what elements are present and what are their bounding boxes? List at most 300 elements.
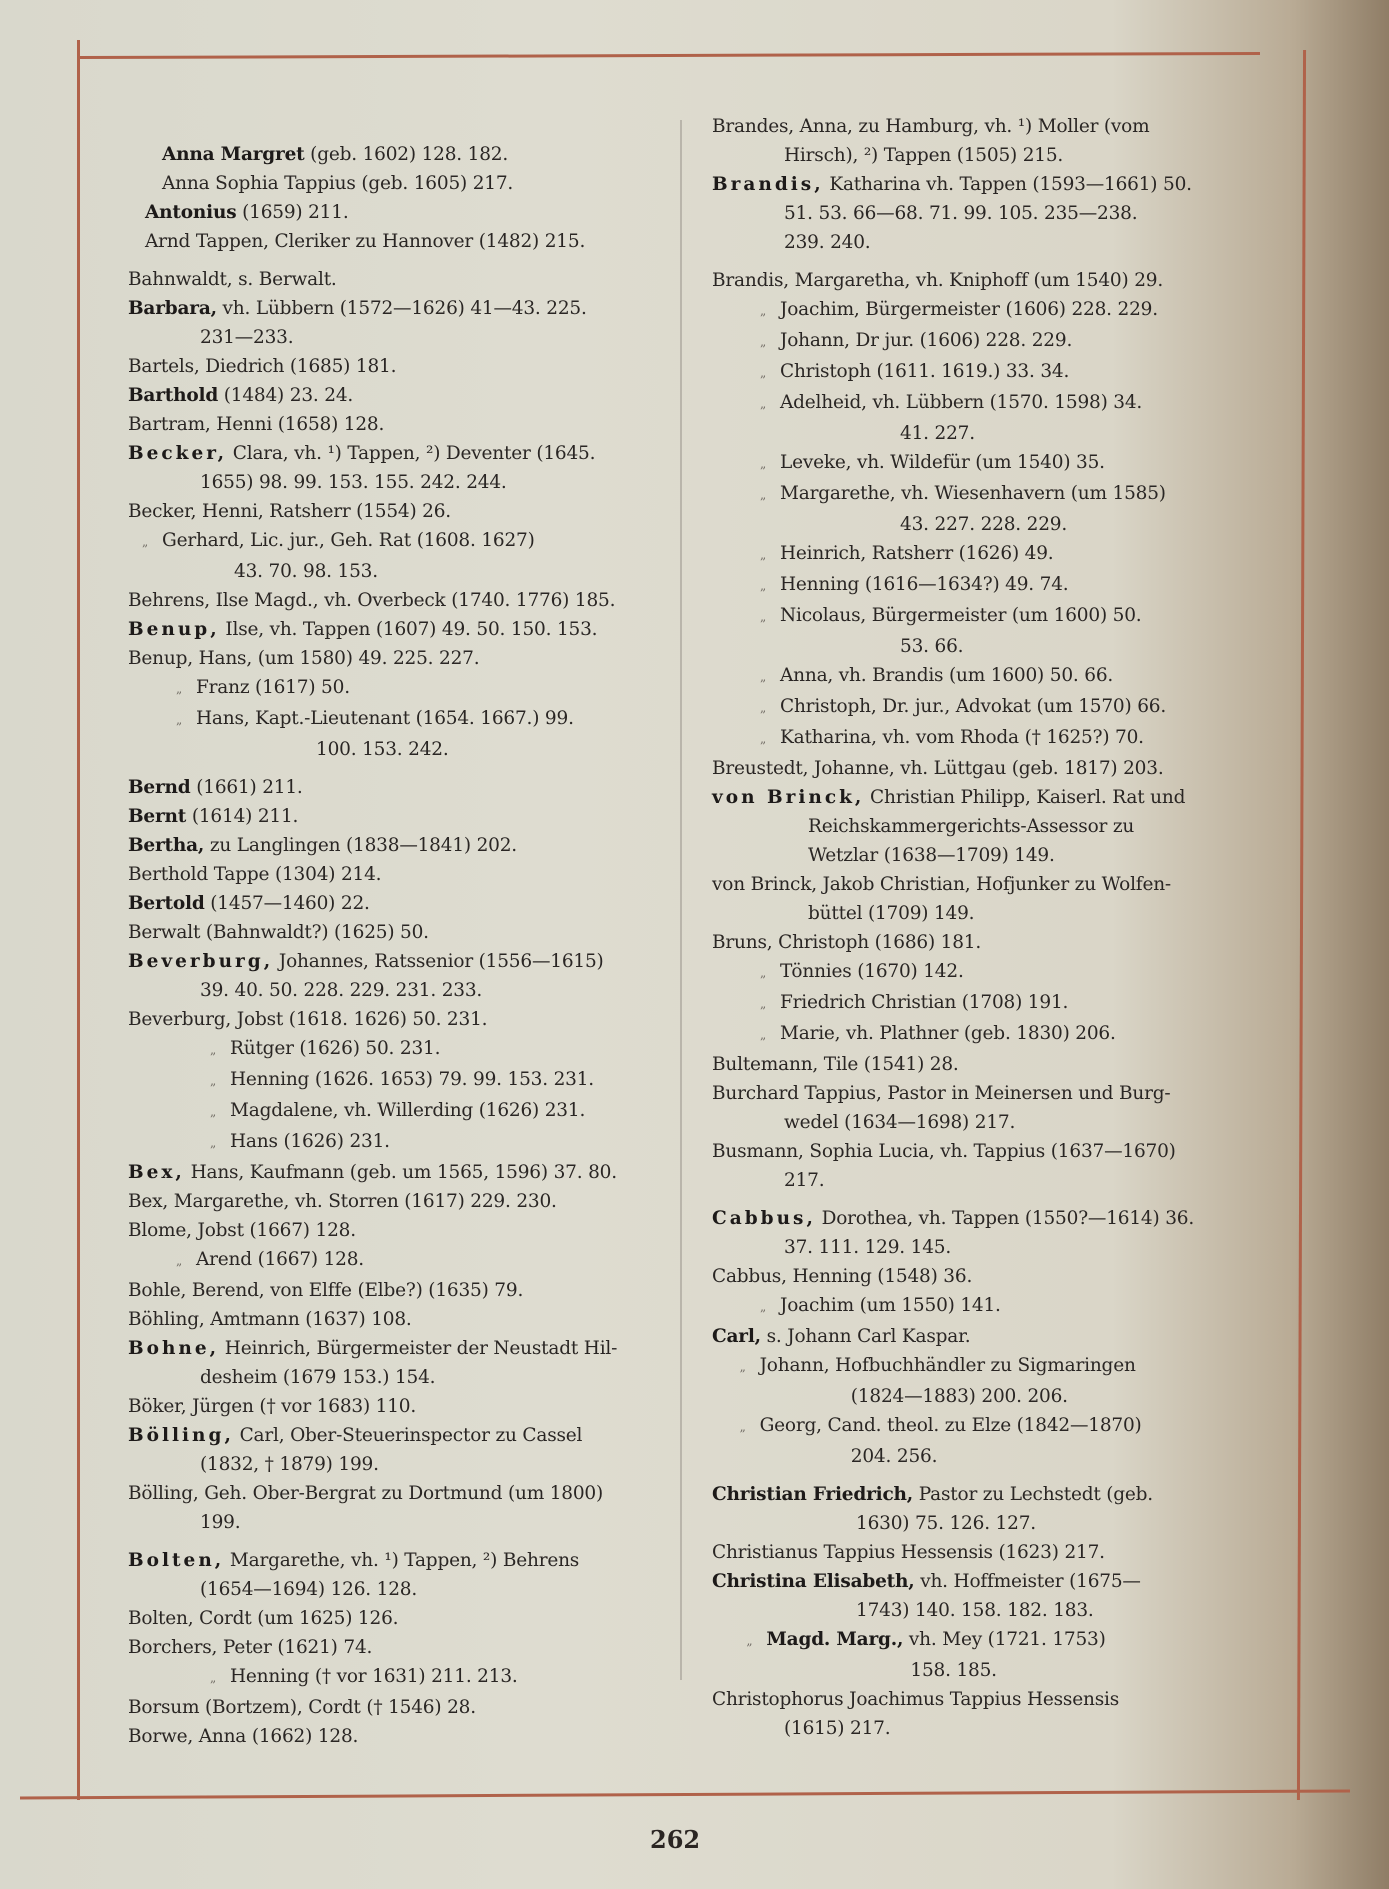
entry-first-line xyxy=(128,1722,648,1751)
index-entry xyxy=(712,692,1242,723)
ditto-mark: „ xyxy=(209,1671,217,1685)
border-left-rule xyxy=(77,40,80,1800)
entry-headword: Bertold xyxy=(128,893,205,914)
entry-text: (geb. 1602) 128. 182. xyxy=(304,144,509,165)
entry-text: von Brinck, Jakob Christian, Hofjunker zu Wolfen- xyxy=(712,874,1171,895)
entry-first-line xyxy=(712,570,1242,601)
entry-first-line xyxy=(128,1693,648,1722)
entry-first-line xyxy=(128,1005,648,1034)
entry-continuation-line: (1615) 217. xyxy=(784,1718,891,1739)
entry-text: Friedrich Christian (1708) 191. xyxy=(780,992,1069,1013)
entry-continuation-line: (1654—1694) 126. 128. xyxy=(200,1579,418,1600)
index-entry xyxy=(128,410,648,439)
entry-first-line xyxy=(128,1216,648,1245)
entry-first-line xyxy=(712,1019,1242,1050)
entry-headword: Becker, xyxy=(128,443,228,464)
index-entry xyxy=(128,265,648,294)
entry-first-line xyxy=(712,326,1242,357)
ditto-mark: „ xyxy=(759,548,767,562)
index-entry xyxy=(712,1079,1242,1137)
entry-text: Hans, Kapt.-Lieutenant (1654. 1667.) 99. xyxy=(196,708,574,729)
entry-text: vh. Mey (1721. 1753) xyxy=(903,1629,1106,1650)
entry-first-line xyxy=(712,1538,1242,1567)
entry-continuation-line: 41. 227. xyxy=(900,423,975,444)
entry-continuation-line: 53. 66. xyxy=(900,636,964,657)
entry-text: vh. Hoffmeister (1675— xyxy=(914,1571,1141,1592)
index-entry xyxy=(128,831,648,860)
entry-first-line xyxy=(128,1127,648,1158)
entry-first-line xyxy=(712,112,1242,141)
index-column-left xyxy=(128,140,648,1751)
entry-first-line xyxy=(128,1633,648,1662)
border-bottom-rule xyxy=(20,1790,1350,1800)
entry-text: Cabbus, Henning (1548) 36. xyxy=(712,1266,973,1287)
index-entry xyxy=(712,1204,1242,1262)
entry-first-line xyxy=(712,539,1242,570)
entry-headword: Bolten, xyxy=(128,1550,225,1571)
entry-first-line xyxy=(128,1305,648,1334)
entry-first-line xyxy=(712,479,1242,510)
index-entry xyxy=(128,918,648,947)
entry-text: Böhling, Amtmann (1637) 108. xyxy=(128,1309,412,1330)
index-entry xyxy=(712,1625,1242,1685)
entry-text: Heinrich, Bürgermeister der Neustadt Hil- xyxy=(219,1338,618,1359)
entry-continuation-line: 39. 40. 50. 228. 229. 231. 233. xyxy=(200,980,483,1001)
entry-text: (1659) 211. xyxy=(236,202,349,223)
entry-text: (1661) 211. xyxy=(190,777,303,798)
ditto-mark: „ xyxy=(209,1043,217,1057)
entry-text: Borwe, Anna (1662) 128. xyxy=(128,1726,359,1747)
ditto-mark: „ xyxy=(759,1300,767,1314)
entry-text: Christian Philipp, Kaiserl. Rat und xyxy=(864,787,1186,808)
index-entry xyxy=(712,1050,1242,1079)
index-entry xyxy=(712,957,1242,988)
entry-text: Pastor zu Lechstedt (geb. xyxy=(913,1484,1153,1505)
entry-text: Dorothea, vh. Tappen (1550?—1614) 36. xyxy=(815,1208,1195,1229)
entry-first-line xyxy=(712,1322,1242,1351)
ditto-mark: „ xyxy=(759,457,767,471)
entry-continuation-line: 43. 70. 98. 153. xyxy=(234,561,378,582)
entry-first-line xyxy=(128,1334,648,1363)
entry-text: Joachim (um 1550) 141. xyxy=(780,1295,1001,1316)
ditto-mark: „ xyxy=(759,670,767,684)
entry-text: Brandis, Margaretha, vh. Kniphoff (um 1540) 29. xyxy=(712,270,1164,291)
entry-text: Arnd Tappen, Cleriker zu Hannover (1482) 215. xyxy=(145,231,586,252)
index-entry xyxy=(128,1633,648,1662)
entry-continuation-line: 43. 227. 228. 229. xyxy=(900,514,1068,535)
entry-first-line xyxy=(712,1050,1242,1079)
index-entry xyxy=(128,198,648,227)
ditto-mark: „ xyxy=(759,701,767,715)
entry-headword: Beverburg, xyxy=(128,951,274,972)
ditto-mark: „ xyxy=(739,1420,746,1434)
index-entry xyxy=(128,1034,648,1065)
entry-text: Magdalene, vh. Willerding (1626) 231. xyxy=(230,1100,586,1121)
entry-first-line xyxy=(128,497,648,526)
index-entry xyxy=(712,539,1242,570)
entry-text: Rütger (1626) 50. 231. xyxy=(230,1038,441,1059)
entry-continuation-line: 217. xyxy=(784,1170,825,1191)
entry-first-line xyxy=(128,526,648,557)
entry-text: Berthold Tappe (1304) 214. xyxy=(128,864,382,885)
entry-first-line xyxy=(128,860,648,889)
entry-first-line xyxy=(128,410,648,439)
entry-headword: Carl, xyxy=(712,1326,761,1347)
entry-continuation-line: 100. 153. 242. xyxy=(316,739,449,760)
index-entry xyxy=(128,1187,648,1216)
entry-text: Clara, vh. ¹) Tappen, ²) Deventer (1645. xyxy=(227,443,596,464)
entry-headword: Magd. Marg., xyxy=(766,1629,904,1650)
entry-first-line xyxy=(712,692,1242,723)
entry-text: Borchers, Peter (1621) 74. xyxy=(128,1637,373,1658)
entry-first-line xyxy=(128,615,648,644)
entry-first-line xyxy=(712,266,1242,295)
entry-continuation-line: 1630) 75. 126. 127. xyxy=(856,1513,1036,1534)
entry-first-line xyxy=(128,889,648,918)
index-column-right xyxy=(712,112,1242,1743)
entry-headword: Bertha, xyxy=(128,835,205,856)
index-entry xyxy=(128,497,648,526)
index-entry xyxy=(128,526,648,586)
entry-text: Christophorus Joachimus Tappius Hessensis xyxy=(712,1689,1119,1710)
entry-first-line xyxy=(128,265,648,294)
entry-text: Bolten, Cordt (um 1625) 126. xyxy=(128,1608,399,1629)
entry-text: Tönnies (1670) 142. xyxy=(780,961,964,982)
entry-text: (1484) 23. 24. xyxy=(218,385,354,406)
entry-text: Arend (1667) 128. xyxy=(196,1249,364,1270)
entry-continuation-line: 158. 185. xyxy=(910,1660,997,1681)
index-entry xyxy=(712,1019,1242,1050)
ditto-mark: „ xyxy=(759,366,767,380)
index-entry xyxy=(712,928,1242,957)
index-entry xyxy=(712,1322,1242,1351)
index-entry xyxy=(712,1351,1242,1411)
index-entry xyxy=(712,448,1242,479)
entry-text: Adelheid, vh. Lübbern (1570. 1598) 34. xyxy=(780,392,1143,413)
column-divider xyxy=(680,120,682,1680)
entry-text: Georg, Cand. theol. zu Elze (1842—1870) xyxy=(759,1415,1142,1436)
entry-continuation-line: wedel (1634—1698) 217. xyxy=(784,1112,1016,1133)
index-entry xyxy=(712,112,1242,170)
entry-headword: Anna Margret xyxy=(162,144,305,165)
entry-text: (1457—1460) 22. xyxy=(204,893,370,914)
index-entry xyxy=(128,773,648,802)
entry-text: Bartram, Henni (1658) 128. xyxy=(128,414,385,435)
entry-headword: Bex, xyxy=(128,1162,185,1183)
entry-first-line xyxy=(712,1411,1242,1442)
index-entry xyxy=(128,1479,648,1537)
entry-first-line xyxy=(128,1276,648,1305)
ditto-mark: „ xyxy=(759,335,767,349)
entry-text: Bartels, Diedrich (1685) 181. xyxy=(128,356,397,377)
entry-headword: Bernd xyxy=(128,777,191,798)
entry-headword: von Brinck, xyxy=(712,787,865,808)
entry-continuation-line: 231—233. xyxy=(200,327,294,348)
index-entry xyxy=(712,601,1242,661)
entry-first-line xyxy=(128,802,648,831)
entry-text: Henning (1616—1634?) 49. 74. xyxy=(780,574,1069,595)
index-entry xyxy=(712,1685,1242,1743)
index-entry xyxy=(128,1334,648,1392)
entry-first-line xyxy=(128,947,648,976)
entry-text: vh. Lübbern (1572—1626) 41—43. 225. xyxy=(216,298,587,319)
index-entry xyxy=(712,357,1242,388)
entry-text: Hans (1626) 231. xyxy=(230,1131,390,1152)
index-entry xyxy=(128,1546,648,1604)
index-entry xyxy=(712,326,1242,357)
entry-first-line xyxy=(128,1187,648,1216)
entry-first-line xyxy=(712,1137,1242,1166)
index-entry xyxy=(128,1421,648,1479)
entry-continuation-line: 1655) 98. 99. 153. 155. 242. 244. xyxy=(200,472,507,493)
entry-first-line xyxy=(128,352,648,381)
index-entry xyxy=(712,988,1242,1019)
entry-text: Margarethe, vh. Wiesenhavern (um 1585) xyxy=(780,483,1166,504)
entry-first-line xyxy=(128,586,648,615)
entry-text: Margarethe, vh. ¹) Tappen, ²) Behrens xyxy=(224,1550,580,1571)
entry-first-line xyxy=(128,1662,648,1693)
entry-first-line xyxy=(128,1421,648,1450)
entry-text: (1614) 211. xyxy=(186,806,299,827)
entry-continuation-line: Hirsch), ²) Tappen (1505) 215. xyxy=(784,145,1064,166)
entry-text: Franz (1617) 50. xyxy=(196,677,350,698)
entry-text: Borsum (Bortzem), Cordt († 1546) 28. xyxy=(128,1697,476,1718)
entry-text: Anna, vh. Brandis (um 1600) 50. 66. xyxy=(780,665,1114,686)
entry-first-line xyxy=(128,140,648,169)
entry-text: Christoph, Dr. jur., Advokat (um 1570) 66. xyxy=(780,696,1167,717)
index-entry xyxy=(712,1538,1242,1567)
entry-text: Bruns, Christoph (1686) 181. xyxy=(712,932,982,953)
entry-continuation-line: (1832, † 1879) 199. xyxy=(200,1454,379,1475)
entry-first-line xyxy=(128,1546,648,1575)
entry-continuation-line: 37. 111. 129. 145. xyxy=(784,1237,952,1258)
ditto-mark: „ xyxy=(209,1105,217,1119)
entry-continuation-line: (1824—1883) 200. 206. xyxy=(850,1386,1068,1407)
entry-first-line xyxy=(712,754,1242,783)
index-entry xyxy=(712,295,1242,326)
border-top-rule xyxy=(80,52,1260,59)
index-entry xyxy=(128,439,648,497)
entry-first-line xyxy=(712,1480,1242,1509)
entry-text: Bex, Margarethe, vh. Storren (1617) 229. 230. xyxy=(128,1191,557,1212)
index-entry xyxy=(128,1005,648,1034)
entry-first-line xyxy=(128,704,648,735)
index-entry xyxy=(128,802,648,831)
index-entry xyxy=(128,381,648,410)
index-entry xyxy=(128,1305,648,1334)
entry-first-line xyxy=(128,1065,648,1096)
entry-text: Burchard Tappius, Pastor in Meinersen und Burg- xyxy=(712,1083,1171,1104)
entry-first-line xyxy=(128,227,648,256)
entry-text: Christoph (1611. 1619.) 33. 34. xyxy=(780,361,1070,382)
entry-first-line xyxy=(128,673,648,704)
entry-first-line xyxy=(128,294,648,323)
entry-text: Blome, Jobst (1667) 128. xyxy=(128,1220,356,1241)
ditto-mark: „ xyxy=(175,1254,183,1268)
index-entry xyxy=(128,169,648,198)
entry-first-line xyxy=(712,957,1242,988)
index-entry xyxy=(712,661,1242,692)
index-entry xyxy=(128,1276,648,1305)
entry-text: Benup, Hans, (um 1580) 49. 225. 227. xyxy=(128,648,480,669)
ditto-mark: „ xyxy=(759,732,767,746)
page-number: 262 xyxy=(650,1825,701,1854)
index-entry xyxy=(128,860,648,889)
entry-first-line xyxy=(128,1392,648,1421)
entry-headword: Antonius xyxy=(145,202,237,223)
index-entry xyxy=(128,1604,648,1633)
ditto-mark: „ xyxy=(759,304,767,318)
entry-continuation-line: 199. xyxy=(200,1512,241,1533)
entry-text: Katharina, vh. vom Rhoda († 1625?) 70. xyxy=(780,727,1144,748)
entry-text: zu Langlingen (1838—1841) 202. xyxy=(204,835,517,856)
entry-headword: Brandis, xyxy=(712,174,824,195)
entry-first-line xyxy=(712,1079,1242,1108)
index-entry xyxy=(128,140,648,169)
entry-first-line xyxy=(712,723,1242,754)
index-entry xyxy=(128,1216,648,1245)
index-entry xyxy=(712,1291,1242,1322)
entry-first-line xyxy=(712,601,1242,632)
entry-text: Brandes, Anna, zu Hamburg, vh. ¹) Moller (vom xyxy=(712,116,1150,137)
index-entry xyxy=(712,1137,1242,1195)
entry-first-line xyxy=(712,388,1242,419)
index-entry xyxy=(128,1662,648,1693)
entry-first-line xyxy=(712,1625,1242,1656)
entry-continuation-line: 239. 240. xyxy=(784,232,871,253)
entry-text: Heinrich, Ratsherr (1626) 49. xyxy=(780,543,1054,564)
entry-text: Leveke, vh. Wildefür (um 1540) 35. xyxy=(780,452,1105,473)
ditto-mark: „ xyxy=(759,1028,767,1042)
entry-text: Breustedt, Johanne, vh. Lüttgau (geb. 1817) 203. xyxy=(712,758,1164,779)
ditto-mark: „ xyxy=(759,488,767,502)
entry-text: Henning († vor 1631) 211. 213. xyxy=(230,1666,518,1687)
entry-headword: Cabbus, xyxy=(712,1208,816,1229)
entry-first-line xyxy=(712,988,1242,1019)
entry-text: Ilse, vh. Tappen (1607) 49. 50. 150. 153. xyxy=(219,619,598,640)
entry-first-line xyxy=(128,1034,648,1065)
index-entry xyxy=(712,479,1242,539)
entry-continuation-line: desheim (1679 153.) 154. xyxy=(200,1367,436,1388)
entry-text: Joachim, Bürgermeister (1606) 228. 229. xyxy=(780,299,1158,320)
entry-text: Carl, Ober-Steuerinspector zu Cassel xyxy=(233,1425,583,1446)
entry-text: Johann, Hofbuchhändler zu Sigmaringen xyxy=(759,1355,1136,1376)
index-entry xyxy=(128,947,648,1005)
entry-first-line xyxy=(128,381,648,410)
index-entry xyxy=(712,1262,1242,1291)
index-entry xyxy=(128,294,648,352)
entry-text: s. Johann Carl Kaspar. xyxy=(760,1326,971,1347)
entry-text: Bohle, Berend, von Elffe (Elbe?) (1635) 79. xyxy=(128,1280,524,1301)
index-entry xyxy=(128,704,648,764)
entry-first-line xyxy=(712,1351,1242,1382)
entry-first-line xyxy=(128,169,648,198)
entry-text: Nicolaus, Bürgermeister (um 1600) 50. xyxy=(780,605,1142,626)
index-entry xyxy=(712,754,1242,783)
entry-text: Hans, Kaufmann (geb. um 1565, 1596) 37. 80. xyxy=(184,1162,617,1183)
ditto-mark: „ xyxy=(759,610,767,624)
entry-text: Gerhard, Lic. jur., Geh. Rat (1608. 1627) xyxy=(162,530,535,551)
entry-continuation-line: 51. 53. 66—68. 71. 99. 105. 235—238. xyxy=(784,203,1138,224)
ditto-mark: „ xyxy=(141,535,149,549)
entry-text: Berwalt (Bahnwaldt?) (1625) 50. xyxy=(128,922,429,943)
entry-text: Bultemann, Tile (1541) 28. xyxy=(712,1054,959,1075)
entry-first-line xyxy=(128,831,648,860)
ditto-mark: „ xyxy=(759,997,767,1011)
index-entry xyxy=(712,266,1242,295)
entry-headword: Bohne, xyxy=(128,1338,220,1359)
entry-first-line xyxy=(712,928,1242,957)
index-entry xyxy=(128,227,648,256)
index-entry xyxy=(712,783,1242,870)
entry-first-line xyxy=(712,783,1242,812)
entry-headword: Bernt xyxy=(128,806,187,827)
entry-text: Becker, Henni, Ratsherr (1554) 26. xyxy=(128,501,451,522)
index-entry xyxy=(128,586,648,615)
index-entry xyxy=(128,1096,648,1127)
entry-text: Katharina vh. Tappen (1593—1661) 50. xyxy=(823,174,1192,195)
index-entry xyxy=(712,870,1242,928)
ditto-mark: „ xyxy=(175,713,183,727)
index-entry xyxy=(712,1480,1242,1538)
entry-text: Christianus Tappius Hessensis (1623) 217. xyxy=(712,1542,1105,1563)
entry-text: Johann, Dr jur. (1606) 228. 229. xyxy=(780,330,1073,351)
entry-first-line xyxy=(712,1262,1242,1291)
entry-text: Marie, vh. Plathner (geb. 1830) 206. xyxy=(780,1023,1116,1044)
entry-first-line xyxy=(712,1291,1242,1322)
entry-headword: Christina Elisabeth, xyxy=(712,1571,915,1592)
entry-text: Beverburg, Jobst (1618. 1626) 50. 231. xyxy=(128,1009,488,1030)
index-entry xyxy=(128,352,648,381)
entry-text: Behrens, Ilse Magd., vh. Overbeck (1740. 1776) 185. xyxy=(128,590,616,611)
index-entry xyxy=(128,615,648,644)
entry-headword: Bölling, xyxy=(128,1425,234,1446)
entry-headword: Christian Friedrich, xyxy=(712,1484,914,1505)
entry-first-line xyxy=(128,644,648,673)
entry-continuation-line: 204. 256. xyxy=(850,1446,938,1467)
border-right-rule xyxy=(1297,50,1306,1800)
entry-first-line xyxy=(128,198,648,227)
ditto-mark: „ xyxy=(175,682,183,696)
entry-headword: Barbara, xyxy=(128,298,217,319)
entry-text: Böker, Jürgen († vor 1683) 110. xyxy=(128,1396,417,1417)
entry-continuation-line: büttel (1709) 149. xyxy=(808,903,975,924)
entry-first-line xyxy=(712,448,1242,479)
ditto-mark: „ xyxy=(759,966,767,980)
ditto-mark: „ xyxy=(746,1634,753,1648)
entry-first-line xyxy=(128,1479,648,1508)
entry-text: Bahnwaldt, s. Berwalt. xyxy=(128,269,337,290)
index-entry xyxy=(712,570,1242,601)
entry-first-line xyxy=(712,661,1242,692)
entry-continuation-line: Wetzlar (1638—1709) 149. xyxy=(808,845,1055,866)
entry-first-line xyxy=(128,1158,648,1187)
ditto-mark: „ xyxy=(209,1074,217,1088)
entry-text: Henning (1626. 1653) 79. 99. 153. 231. xyxy=(230,1069,594,1090)
entry-first-line xyxy=(712,870,1242,899)
index-entry xyxy=(128,1158,648,1187)
index-entry xyxy=(128,1722,648,1751)
index-entry xyxy=(128,644,648,673)
index-entry xyxy=(712,388,1242,448)
ditto-mark: „ xyxy=(209,1136,217,1150)
index-entry xyxy=(128,1392,648,1421)
index-entry xyxy=(128,673,648,704)
entry-text: Anna Sophia Tappius (geb. 1605) 217. xyxy=(162,173,514,194)
entry-first-line xyxy=(712,295,1242,326)
entry-headword: Benup, xyxy=(128,619,220,640)
index-entry xyxy=(128,1127,648,1158)
